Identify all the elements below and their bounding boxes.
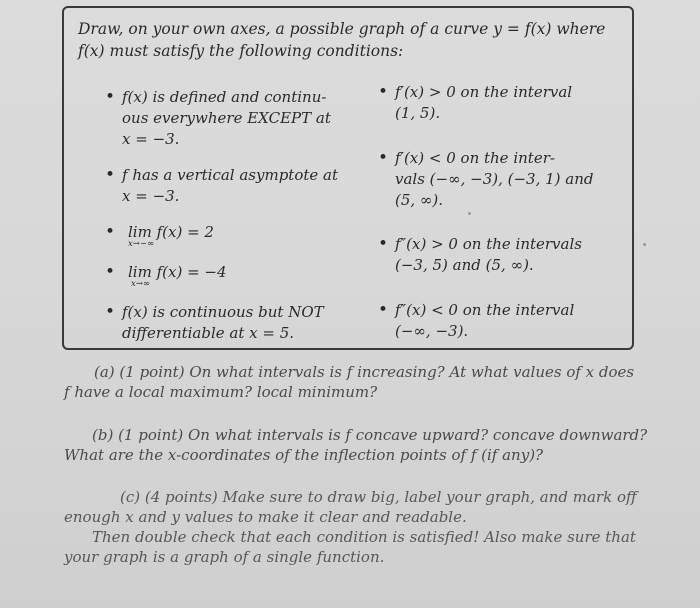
condition-defined-continuous <box>105 87 352 150</box>
condition-line: f(x) is continuous but NOT <box>122 303 324 321</box>
condition-not-differentiable <box>105 302 352 344</box>
bullet-icon: • <box>378 234 389 254</box>
condition-line: f has a vertical asymptote at <box>122 166 338 184</box>
scan-speck <box>468 212 471 215</box>
condition-line: f″(x) < 0 on the interval <box>395 301 575 319</box>
question-line: (b) (1 point) On what intervals is f concave upward? concave downward? <box>92 426 648 444</box>
question-c <box>64 487 664 567</box>
condition-line: f(x) is defined and continu- <box>122 88 327 106</box>
question-line: (c) (4 points) Make sure to draw big, label your graph, and mark off <box>120 488 637 506</box>
condition-second-derivative-negative <box>378 300 623 342</box>
condition-first-derivative-negative <box>378 148 623 211</box>
condition-line: f″(x) > 0 on the intervals <box>395 235 582 253</box>
condition-line: (−3, 5) and (5, ∞). <box>395 256 534 274</box>
condition-line: x = −3. <box>122 130 180 148</box>
limit-subscript: x→∞ <box>131 279 150 289</box>
question-line: (a) (1 point) On what intervals is f increasing? At what values of x does <box>94 363 635 381</box>
condition-first-derivative-positive <box>378 82 623 124</box>
limit-expression: lim f(x) = 2 <box>128 223 214 241</box>
condition-second-derivative-positive <box>378 234 623 276</box>
bullet-icon: • <box>378 148 389 168</box>
condition-line: f′(x) < 0 on the inter- <box>395 149 555 167</box>
condition-line: x = −3. <box>122 187 180 205</box>
question-line: f have a local maximum? local minimum? <box>64 383 378 401</box>
limit-expression: lim f(x) = −4 <box>128 263 227 281</box>
question-line: What are the x-coordinates of the inflection points of f (if any)? <box>64 446 544 464</box>
limit-subscript: x→−∞ <box>128 239 155 249</box>
bullet-icon: • <box>105 165 116 185</box>
condition-line: differentiable at x = 5. <box>122 324 295 342</box>
bullet-icon: • <box>105 262 116 282</box>
intro-text: Draw, on your own axes, a possible graph of a curve y = f(x) where f(x) must satisfy the following conditions: <box>78 20 606 60</box>
condition-vertical-asymptote <box>105 165 352 207</box>
condition-line: f′(x) > 0 on the interval <box>395 83 573 101</box>
condition-limit-neg-infinity <box>105 222 328 252</box>
condition-line: (1, 5). <box>395 104 441 122</box>
condition-line: (5, ∞). <box>395 191 444 209</box>
bullet-icon: • <box>378 300 389 320</box>
question-line: Then double check that each condition is satisfied! Also make sure that <box>92 528 636 546</box>
scan-speck <box>643 243 646 246</box>
condition-line: vals (−∞, −3), (−3, 1) and <box>395 170 594 188</box>
condition-line: (−∞, −3). <box>395 322 469 340</box>
bullet-icon: • <box>105 87 116 107</box>
condition-line: ous everywhere EXCEPT at <box>122 109 331 127</box>
question-b <box>64 425 664 465</box>
bullet-icon: • <box>105 302 116 322</box>
bullet-icon: • <box>105 222 116 242</box>
question-line: your graph is a graph of a single function. <box>64 548 385 566</box>
question-a <box>64 362 664 402</box>
question-line: enough x and y values to make it clear and readable. <box>64 508 467 526</box>
condition-limit-pos-infinity <box>105 262 328 292</box>
bullet-icon: • <box>378 82 389 102</box>
